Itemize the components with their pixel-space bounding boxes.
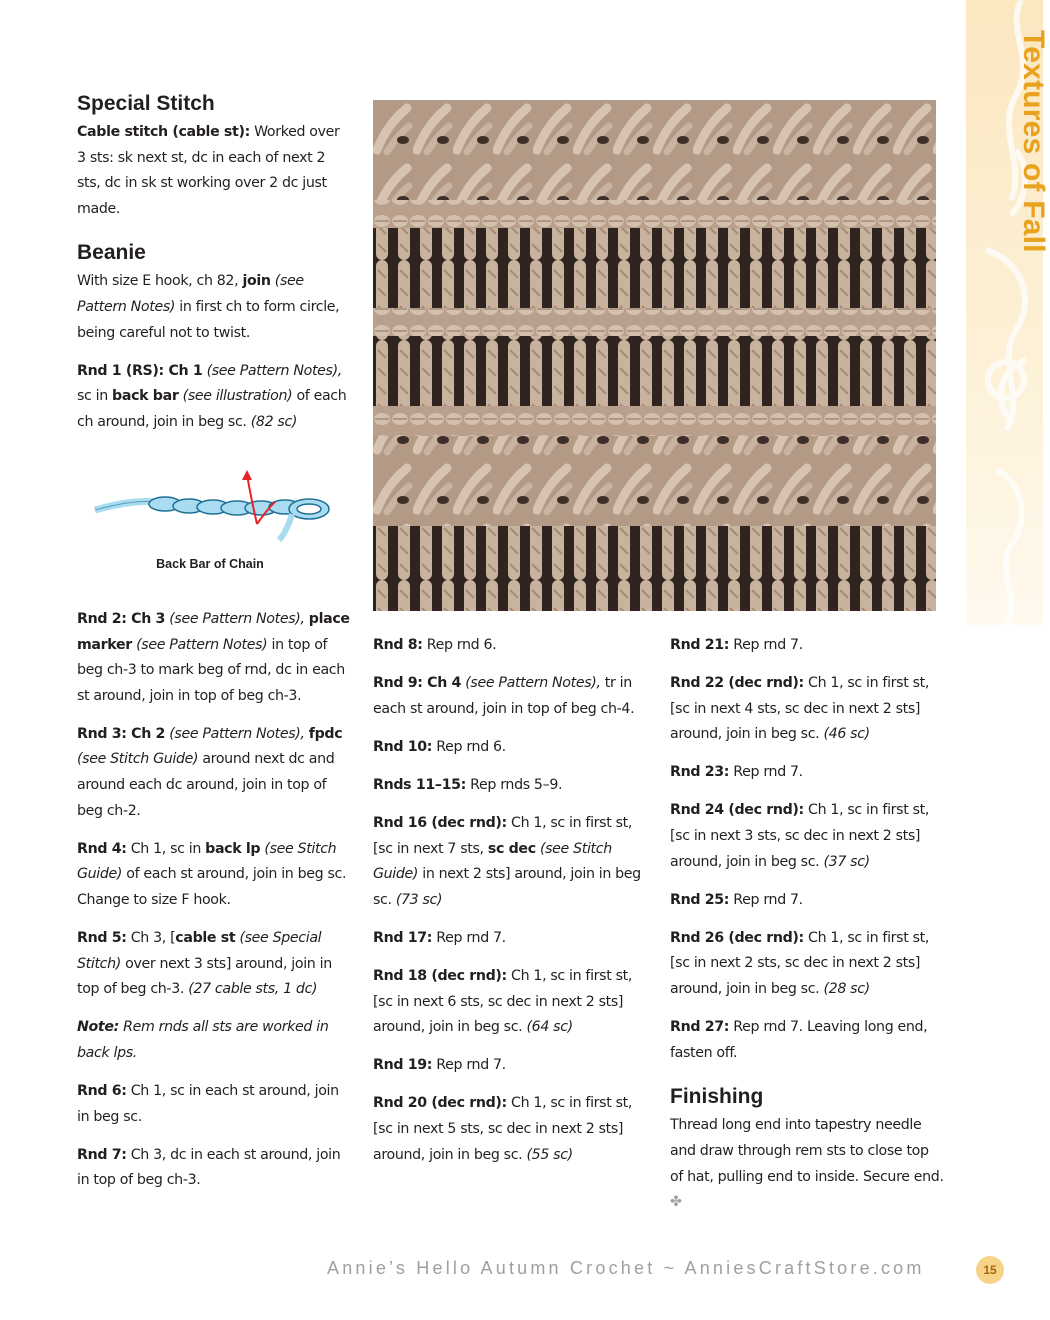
round-24: Rnd 24 (dec rnd): Ch 1, sc in first st, [sc in next 3 sts, sc dec in next 2 sts] around, join in beg sc. (37 sc) <box>670 802 929 870</box>
special-stitch-heading: Special Stitch <box>77 92 215 115</box>
round-8: Rnd 8: Rep rnd 6. <box>373 637 497 653</box>
round-26: Rnd 26 (dec rnd): Ch 1, sc in first st, [sc in next 2 sts, sc dec in next 2 sts] around, join in beg sc. (28 sc) <box>670 929 929 998</box>
round-7: Rnd 7: Ch 3, dc in each st around, join in top of beg ch-3. <box>77 1146 341 1189</box>
round-27: Rnd 27: Rep rnd 7. Leaving long end, fasten off. <box>670 1019 928 1061</box>
round-4: Rnd 4: Ch 1, sc in back lp (see Stitch Guide) of each st around, join in beg sc. Change to size F hook. <box>77 840 347 908</box>
round-16: Rnd 16 (dec rnd): Ch 1, sc in first st, [sc in next 7 sts, sc dec (see Stitch Guide) in next 2 sts] around, join in beg sc. (73 sc) <box>373 814 641 908</box>
note: Note: Rem rnds all sts are worked in back lps. <box>77 1019 329 1061</box>
back-bar-illustration <box>77 462 352 587</box>
round-2: Rnd 2: Ch 3 (see Pattern Notes), place marker (see Pattern Notes) in top of beg ch-3 to mark beg of rnd, dc in each st around, join in top of beg ch-3. <box>77 611 350 704</box>
beanie-heading: Beanie <box>77 241 146 265</box>
chain-stitch-icon <box>77 462 352 552</box>
round-21: Rnd 21: Rep rnd 7. <box>670 637 803 653</box>
round-5: Rnd 5: Ch 3, [cable st (see Special Stitch) over next 3 sts] around, join in top of beg ch-3. (27 cable sts, 1 dc) <box>77 930 332 998</box>
round-3: Rnd 3: Ch 2 (see Pattern Notes), fpdc (see Stitch Guide) around next dc and around each dc around, join in top of beg ch-2. <box>77 725 343 819</box>
round-19: Rnd 19: Rep rnd 7. <box>373 1057 506 1074</box>
footer-text: Annie’s Hello Autumn Crochet ~ AnniesCraftStore.com <box>327 1258 925 1278</box>
crochet-fabric-image <box>373 100 936 611</box>
round-1: Rnd 1 (RS): Ch 1 (see Pattern Notes), sc in back bar (see illustration) of each ch around, join in beg sc. (82 sc) <box>77 362 347 430</box>
round-6: Rnd 6: Ch 1, sc in each st around, join in beg sc. <box>77 1083 339 1125</box>
round-18: Rnd 18 (dec rnd): Ch 1, sc in first st, [sc in next 6 sts, sc dec in next 2 sts] around, join in beg sc. (64 sc) <box>373 967 632 1036</box>
finishing-heading: Finishing <box>670 1085 764 1109</box>
figure-caption: Back Bar of Chain <box>156 557 264 571</box>
round-9: Rnd 9: Ch 4 (see Pattern Notes), tr in each st around, join in top of beg ch-4. <box>373 675 635 717</box>
special-stitch-text: Cable stitch (cable st): Worked over 3 sts: sk next st, dc in each of next 2 sts, dc in sk st working over 2 dc just made. <box>77 124 340 217</box>
round-17: Rnd 17: Rep rnd 7. <box>373 929 506 946</box>
column-left-continued <box>77 607 352 1194</box>
column-left <box>77 90 352 435</box>
column-middle <box>373 633 643 1168</box>
round-23: Rnd 23: Rep rnd 7. <box>670 764 803 781</box>
section-title: Textures of Fall <box>1017 30 1050 253</box>
round-20: Rnd 20 (dec rnd): Ch 1, sc in first st, [sc in next 5 sts, sc dec in next 2 sts] around, join in beg sc. (55 sc) <box>373 1095 632 1163</box>
round-22: Rnd 22 (dec rnd): Ch 1, sc in first st, [sc in next 4 sts, sc dec in next 2 sts] around, join in beg sc. (46 sc) <box>670 675 929 743</box>
beanie-intro: With size E hook, ch 82, join (see Pattern Notes) in first ch to form circle, being careful not to twist. <box>77 273 340 341</box>
finishing-text: Thread long end into tapestry needle and draw through rem sts to close top of hat, pulling end to inside. Secure end. ✤ <box>670 1117 944 1211</box>
column-right <box>670 633 945 1216</box>
page-number: 15 <box>976 1256 1004 1284</box>
round-25: Rnd 25: Rep rnd 7. <box>670 891 803 908</box>
end-mark-icon: ✤ <box>670 1194 682 1211</box>
crochet-texture-photo <box>373 100 936 611</box>
round-10: Rnd 10: Rep rnd 6. <box>373 738 506 755</box>
rounds-11-15: Rnds 11–15: Rep rnds 5–9. <box>373 776 563 793</box>
